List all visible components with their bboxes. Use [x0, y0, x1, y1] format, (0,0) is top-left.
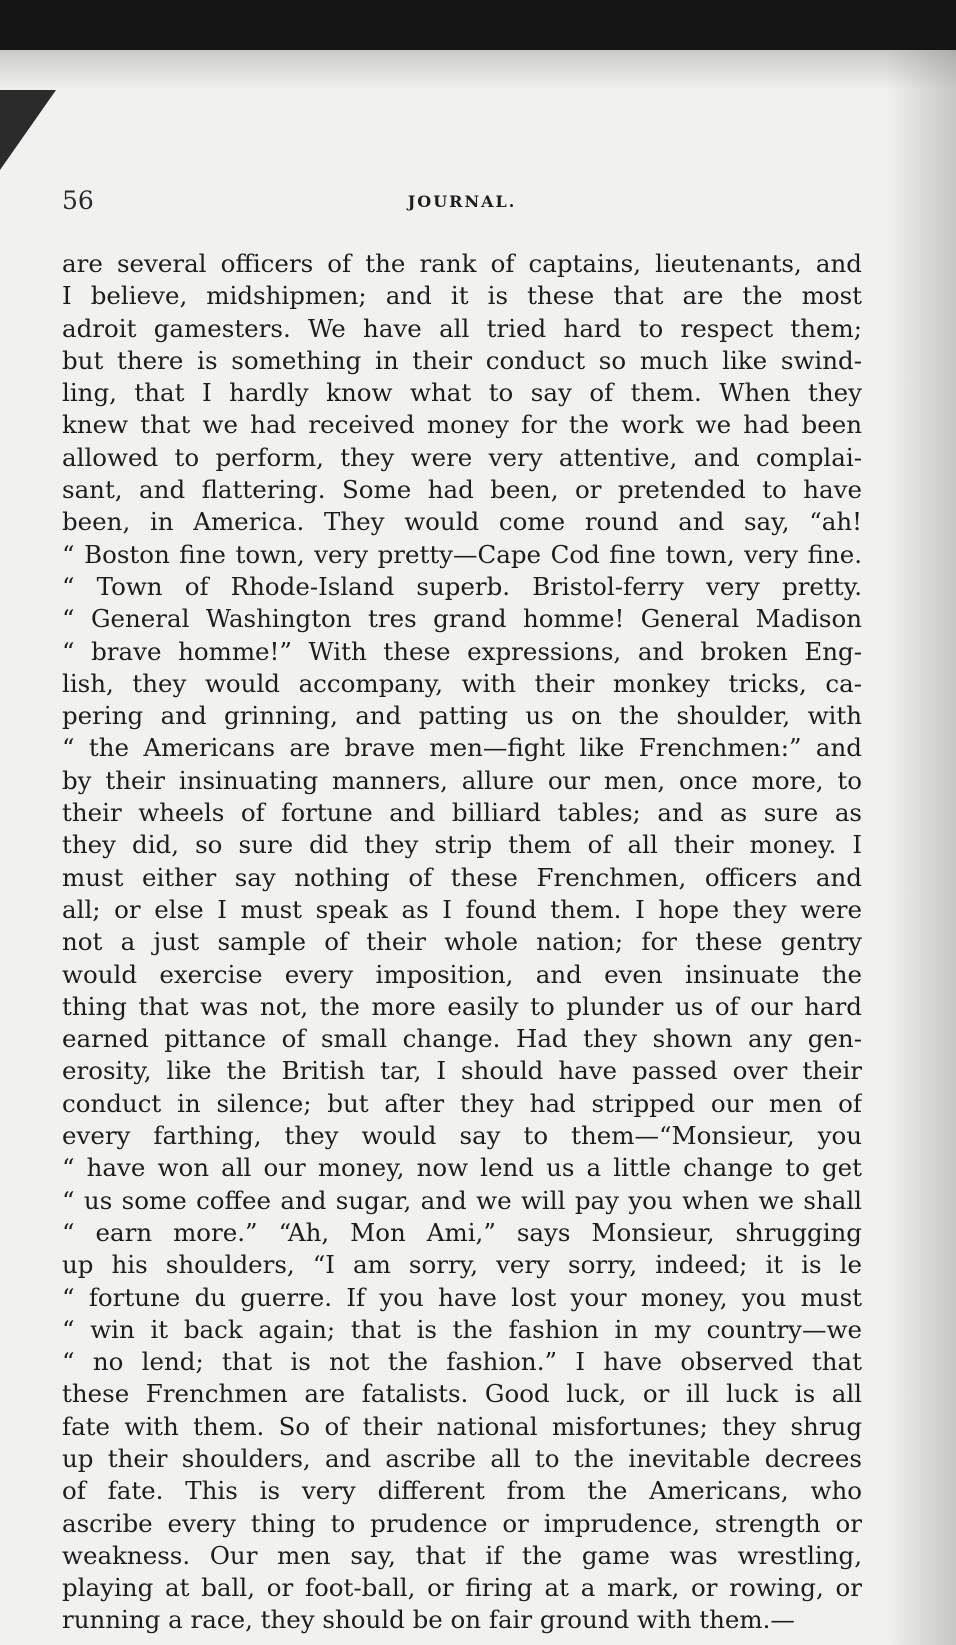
text-line: “ us some coffee and sugar, and we will pay you when we shall: [62, 1185, 862, 1215]
page-header: [62, 186, 862, 218]
text-line: weakness. Our men say, that if the game was wrestling,: [62, 1540, 862, 1570]
text-line: their wheels of fortune and billiard tables; and as sure as: [62, 798, 862, 828]
text-line: pering and grinning, and patting us on the shoulder, with: [62, 701, 862, 731]
text-line: knew that we had received money for the work we had been: [62, 410, 862, 440]
text-line: earned pittance of small change. Had they shown any gen-: [62, 1024, 862, 1054]
text-line: by their insinuating manners, allure our men, once more, to: [62, 765, 862, 795]
text-line: “ fortune du guerre. If you have lost your money, you must: [62, 1282, 862, 1312]
text-line: “ brave homme!” With these expressions, and broken Eng-: [62, 636, 862, 666]
text-line: running a race, they should be on fair ground with them.—: [62, 1605, 795, 1635]
text-line: would exercise every imposition, and even insinuate the: [62, 959, 862, 989]
text-line: I believe, midshipmen; and it is these that are the most: [62, 281, 862, 311]
text-line: “ General Washington tres grand homme! General Madison: [62, 604, 862, 634]
text-line: all; or else I must speak as I found them. I hope they were: [62, 894, 862, 924]
text-line: “ Boston fine town, very pretty—Cape Cod fine town, very fine.: [62, 539, 862, 569]
text-line: been, in America. They would come round and say, “ah!: [62, 507, 862, 537]
text-line: ling, that I hardly know what to say of them. When they: [62, 378, 862, 408]
text-line: sant, and flattering. Some had been, or pretended to have: [62, 475, 862, 505]
text-line: but there is something in their conduct so much like swind-: [62, 345, 862, 375]
text-line: “ have won all our money, now lend us a little change to get: [62, 1153, 862, 1183]
text-line: every farthing, they would say to them—“Monsieur, you: [62, 1121, 862, 1151]
page-corner-curl: [0, 90, 56, 170]
text-line: not a just sample of their whole nation; for these gentry: [62, 927, 862, 957]
text-line: are several officers of the rank of captains, lieutenants, and: [62, 249, 862, 278]
text-line: adroit gamesters. We have all tried hard to respect them;: [62, 313, 862, 343]
text-line: of fate. This is very different from the Americans, who: [62, 1476, 862, 1506]
text-line: fate with them. So of their national misfortunes; they shrug: [62, 1411, 862, 1441]
text-line: up their shoulders, and ascribe all to the inevitable decrees: [62, 1443, 862, 1473]
text-line: erosity, like the British tar, I should have passed over their: [62, 1056, 862, 1086]
text-line: “ win it back again; that is the fashion in my country—we: [62, 1314, 862, 1344]
text-line: lish, they would accompany, with their monkey tricks, ca-: [62, 668, 862, 698]
text-line: “ earn more.” “Ah, Mon Ami,” says Monsieur, shrugging: [62, 1217, 862, 1247]
text-line: “ no lend; that is not the fashion.” I have observed that: [62, 1347, 862, 1377]
text-line: they did, so sure did they strip them of all their money. I: [62, 830, 862, 860]
text-line: playing at ball, or foot-ball, or firing at a mark, or rowing, or: [62, 1573, 862, 1603]
book-page: [0, 50, 956, 1645]
text-line: ascribe every thing to prudence or imprudence, strength or: [62, 1508, 862, 1538]
page-number: 56: [62, 186, 94, 215]
text-line: up his shoulders, “I am sorry, very sorry, indeed; it is le: [62, 1250, 862, 1280]
text-line: thing that was not, the more easily to plunder us of our hard: [62, 991, 862, 1021]
running-head: JOURNAL.: [407, 192, 517, 211]
text-line: “ the Americans are brave men—fight like Frenchmen:” and: [62, 733, 862, 763]
text-line: must either say nothing of these Frenchmen, officers and: [62, 862, 862, 892]
text-line: allowed to perform, they were very attentive, and complai-: [62, 442, 862, 472]
text-line: “ Town of Rhode-Island superb. Bristol-ferry very pretty.: [62, 571, 862, 601]
text-line: these Frenchmen are fatalists. Good luck, or ill luck is all: [62, 1379, 862, 1409]
text-line: conduct in silence; but after they had stripped our men of: [62, 1088, 862, 1118]
body-text: [62, 248, 862, 1637]
